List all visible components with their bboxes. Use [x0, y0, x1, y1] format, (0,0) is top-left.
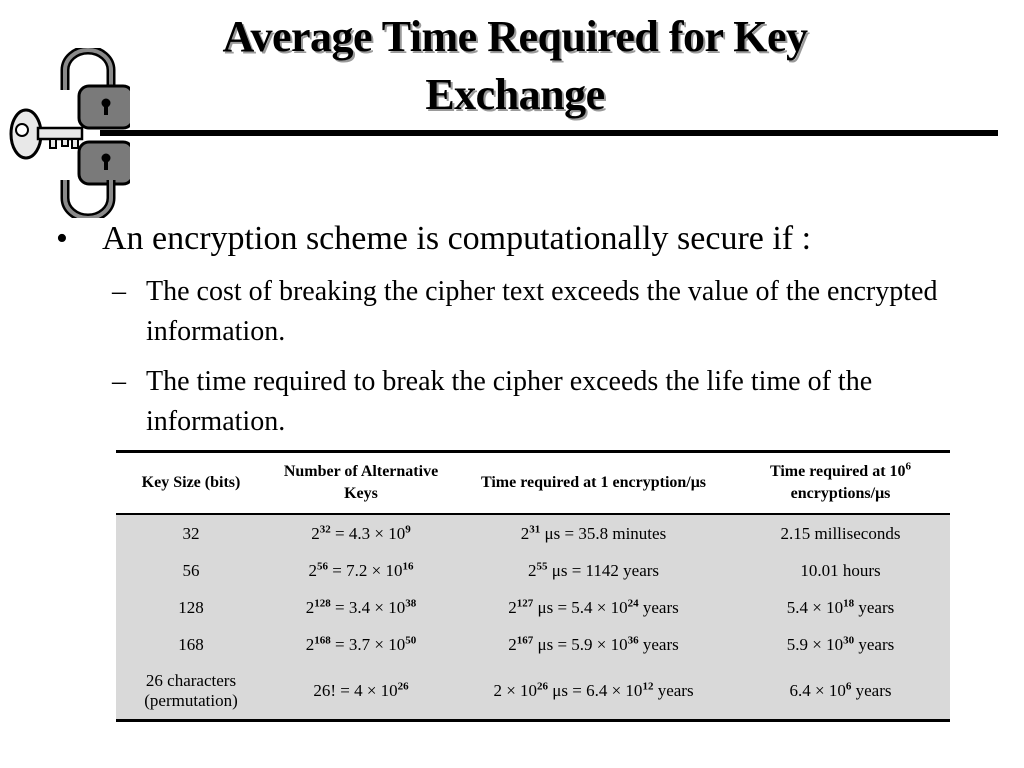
header-time-2-exp: 6: [905, 460, 912, 473]
cell-key-size: 26 characters (permutation): [116, 663, 266, 721]
title-line-2: Exchange: [425, 70, 605, 119]
table-row: [116, 626, 950, 663]
sub-bullet-text: The time required to break the cipher exceeds the life time of the information.: [146, 366, 873, 437]
cell-alt-keys: $2^{32} = 4.3 \times 10^9$: [266, 514, 456, 552]
cell-time-1: $2^{31}$ μs = 35.8 minutes: [456, 514, 731, 552]
cell-time-1: $2^{127}$ $\mu s = 5.4 \times 10^{24}$ years: [456, 589, 731, 626]
table-row: [116, 589, 950, 626]
cell-time-2: 10.01 hours: [731, 552, 950, 589]
sub-marker: –: [112, 366, 126, 397]
cell-alt-keys: $2^{56} = 7.2 \times 10^{16}$: [266, 552, 456, 589]
cell-time-2: $5.9 \times 10^{30}$ years: [731, 626, 950, 663]
header-time-1: Time required at 1 encryption/μs: [456, 452, 731, 515]
table-header-row: [116, 452, 950, 515]
title-line-1: Average Time Required for Key: [222, 12, 808, 61]
cell-key-size: 168: [116, 626, 266, 663]
key-time-table: [116, 450, 950, 724]
cell-time-2: $6.4 \times 10^6$ years: [731, 663, 950, 721]
sub-marker: –: [112, 276, 126, 307]
cell-alt-keys: 26! = $4 \times 10^{26}$: [266, 663, 456, 721]
cell-key-size: 56: [116, 552, 266, 589]
sub-bullet-text: The cost of breaking the cipher text exceeds the value of the encrypted information.: [146, 276, 938, 347]
header-key-size: Key Size (bits): [116, 452, 266, 515]
cell-alt-keys: $2^{128} = 3.4 \times 10^{38}$: [266, 589, 456, 626]
bullet-marker: •: [56, 220, 68, 257]
title-rule: [100, 130, 998, 136]
cell-key-size: 32: [116, 514, 266, 552]
table-row: [116, 663, 950, 721]
cell-time-1: $2^{167}$ $\mu s = 5.9 \times 10^{36}$ years: [456, 626, 731, 663]
header-alt-keys: Number of Alternative Keys: [266, 452, 456, 515]
data-table: [116, 450, 950, 722]
cell-time-1: $2^{55}$ μs = 1142 years: [456, 552, 731, 589]
header-time-2: [731, 452, 950, 515]
bullet-text: An encryption scheme is computationally secure if :: [102, 220, 812, 257]
cell-key-size: 128: [116, 589, 266, 626]
table-row: [116, 514, 950, 552]
cell-time-2: $5.4 \times 10^{18}$ years: [731, 589, 950, 626]
cell-time-2: 2.15 milliseconds: [731, 514, 950, 552]
header-time-2-suffix: encryptions/μs: [790, 485, 891, 502]
slide-title: [130, 8, 900, 124]
header-time-2-prefix: Time required at 10: [769, 463, 906, 480]
cell-time-1: $2 \times 10^{26}$ $\mu s = 6.4 \times 10^{12}$ years: [456, 663, 731, 721]
table-row: [116, 552, 950, 589]
cell-alt-keys: $2^{168} = 3.7 \times 10^{50}$: [266, 626, 456, 663]
